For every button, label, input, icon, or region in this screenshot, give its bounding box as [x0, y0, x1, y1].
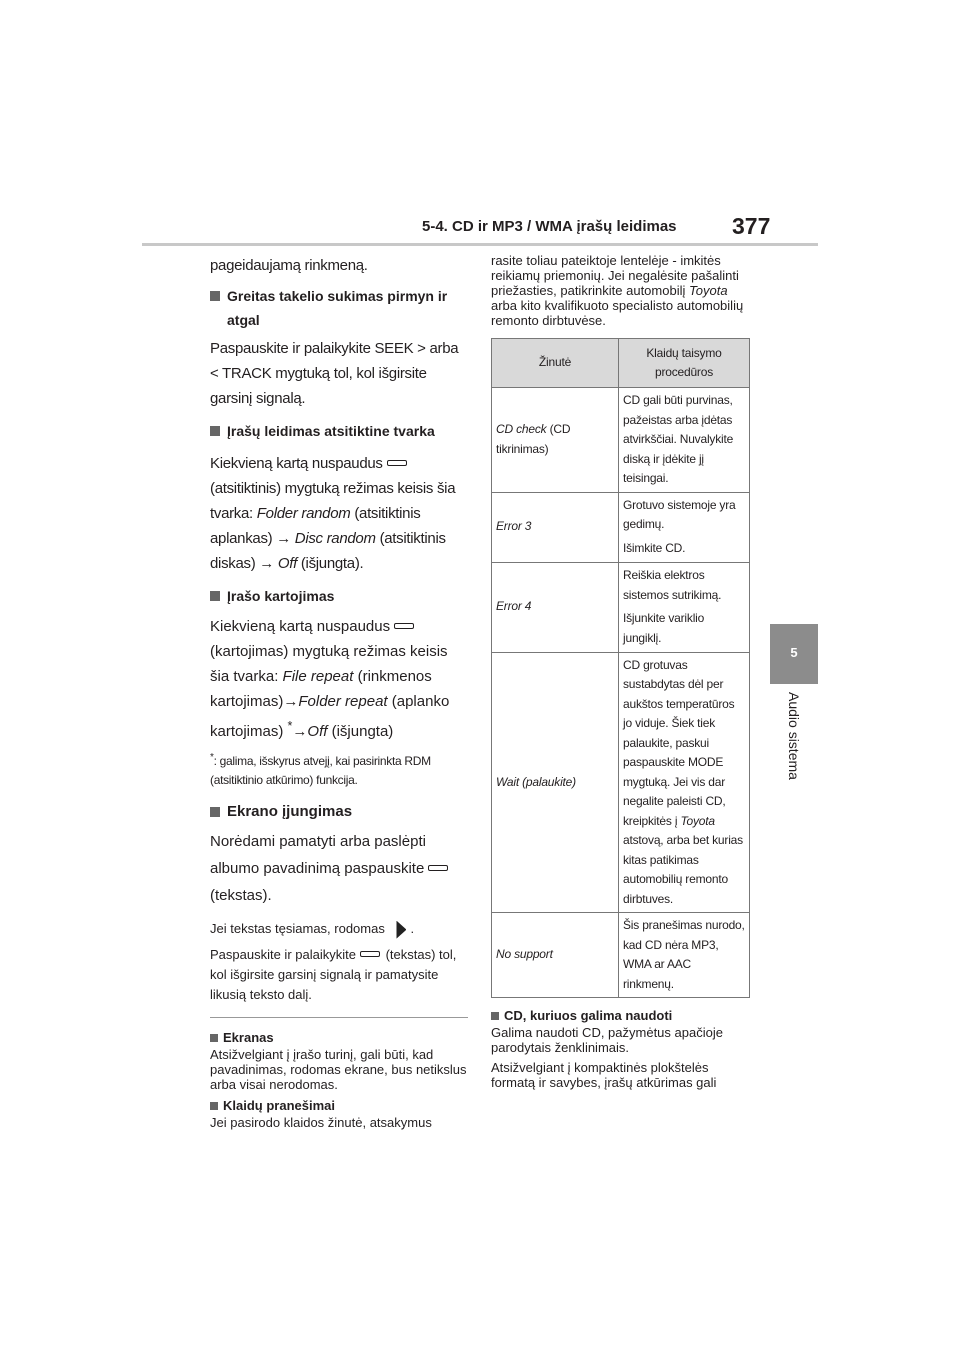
- table-cell-message: Wait (palaukite): [492, 652, 619, 913]
- paragraph-screen: Atsižvelgiant į įrašo turinį, gali būti, kad pavadinimas, rodomas ekrane, bus netikslus arba visai nerodomas.: [210, 1047, 467, 1092]
- table-cell-procedure: CD gali būti purvinas, pažeistas arba įdėtas atvirkščiai. Nuvalykite diską ir įdėkite jį teisingai.: [619, 388, 750, 493]
- heading-random: Įrašų leidimas atsitiktine tvarka: [210, 419, 468, 443]
- paragraph-format: Atsižvelgiant į kompaktinės plokštelės formatą ir savybes, įrašų atkūrimas gali: [491, 1060, 717, 1090]
- chapter-tab-label: Audio sistema: [786, 692, 802, 780]
- paragraph-repeat: Kiekvieną kartą nuspaudus (kartojimas) mygtuką režimas keisis šia tvarka: File repeat (rinkmenos kartojimas)→Folder repeat (aplanko kartojimas) *→Off (išjungta): [210, 618, 450, 740]
- footnote: *: galima, išskyrus atvejį, kai pasirinkta RDM (atsitiktinio atkūrimo) funkcija.: [210, 752, 431, 787]
- table-cell-message: Error 3: [492, 492, 619, 562]
- button-symbol-icon: [387, 460, 407, 466]
- table-row: [492, 652, 750, 913]
- paragraph-display: Norėdami pamatyti arba paslėpti albumo pavadinimą paspauskite (tekstas).: [210, 828, 468, 909]
- square-bullet-icon: [210, 1034, 218, 1042]
- right-column: [491, 253, 753, 1090]
- table-cell-message: CD check (CD tikrinimas): [492, 388, 619, 493]
- paragraph-continue: Jei tekstas tęsiamas, rodomas .: [210, 919, 468, 939]
- button-symbol-icon: [428, 865, 448, 871]
- table-cell-procedure: Šis pranešimas nurodo, kad CD nėra MP3, WMA ar AAC rinkmenų.: [619, 913, 750, 998]
- paragraph-errors: Jei pasirodo klaidos žinutė, atsakymus: [210, 1115, 432, 1130]
- square-bullet-icon: [210, 591, 220, 601]
- paragraph-seek: Paspauskite ir palaikykite SEEK > arba < TRACK mygtuką tol, kol išgirsite garsinį signalą.: [210, 340, 459, 407]
- heading-repeat: Įrašo kartojimas: [210, 584, 468, 608]
- table-cell-procedure: Reiškia elektros sistemos sutrikimą. Išjunkite variklio jungiklį.: [619, 562, 750, 652]
- table-row: [492, 562, 750, 652]
- heading-errors: Klaidų pranešimai: [210, 1098, 468, 1114]
- button-symbol-icon: [394, 623, 414, 629]
- error-message-table: [491, 338, 750, 998]
- section-title: 5-4. CD ir MP3 / WMA įrašų leidimas: [422, 218, 677, 235]
- section-divider: [210, 1017, 468, 1018]
- paragraph-random: Kiekvieną kartą nuspaudus (atsitiktinis) mygtuką režimas keisis šia tvarka: Folder random (atsitiktinis aplankas) → Disc random (atsitiktinis diskas) → Off (išjungta).: [210, 455, 456, 572]
- square-bullet-icon: [210, 426, 220, 436]
- table-header-procedure: Klaidų taisymo procedūros: [619, 339, 750, 388]
- heading-display: Ekrano įjungimas: [210, 800, 468, 824]
- chapter-tab: 5: [770, 624, 818, 684]
- table-header-row: [492, 339, 750, 388]
- intro-text: pageidaujamą rinkmeną.: [210, 257, 368, 274]
- paragraph-table-intro: rasite toliau pateiktoje lentelėje - imkitės reikiamų priemonių. Jei negalėsite pašalinti priežasties, patikrinkite automobilį Toyota arba kito kvalifikuoto specialisto automobilių remonto dirbtuvėse.: [491, 253, 744, 328]
- table-row: [492, 388, 750, 493]
- left-column: [210, 253, 468, 1130]
- table-cell-procedure: CD grotuvas sustabdytas dėl per aukštos temperatūros jo viduje. Šiek tiek palaukite, paskui paspauskite MODE mygtuką. Jei vis dar negalite paleisti CD, kreipkitės į Toyota atstovą, arba bet kurias kitas patikimas automobilių remonto dirbtuves.: [619, 652, 750, 913]
- table-row: [492, 492, 750, 562]
- square-bullet-icon: [491, 1012, 499, 1020]
- table-cell-message: No support: [492, 913, 619, 998]
- paragraph-usable-cds: Galima naudoti CD, pažymėtus apačioje parodytais ženklinimais.: [491, 1025, 723, 1055]
- table-row: [492, 913, 750, 998]
- button-symbol-icon: [360, 951, 380, 957]
- heading-screen: Ekranas: [210, 1030, 468, 1046]
- heading-fast-forward: Greitas takelio sukimas pirmyn ir atgal: [210, 284, 468, 332]
- square-bullet-icon: [210, 807, 220, 817]
- table-cell-message: Error 4: [492, 562, 619, 652]
- paragraph-hold: Paspauskite ir palaikykite (tekstas) tol, kol išgirsite garsinį signalą ir pamatysite likusią teksto dalį.: [210, 947, 457, 1002]
- table-cell-procedure: Grotuvo sistemoje yra gedimų. Išimkite CD.: [619, 492, 750, 562]
- table-header-message: Žinutė: [492, 339, 619, 388]
- square-bullet-icon: [210, 291, 220, 301]
- header-divider: [142, 243, 818, 246]
- arrow-right-icon: [396, 921, 406, 939]
- heading-usable-cds: CD, kuriuos galima naudoti: [491, 1008, 753, 1024]
- page-number: 377: [732, 213, 771, 239]
- square-bullet-icon: [210, 1102, 218, 1110]
